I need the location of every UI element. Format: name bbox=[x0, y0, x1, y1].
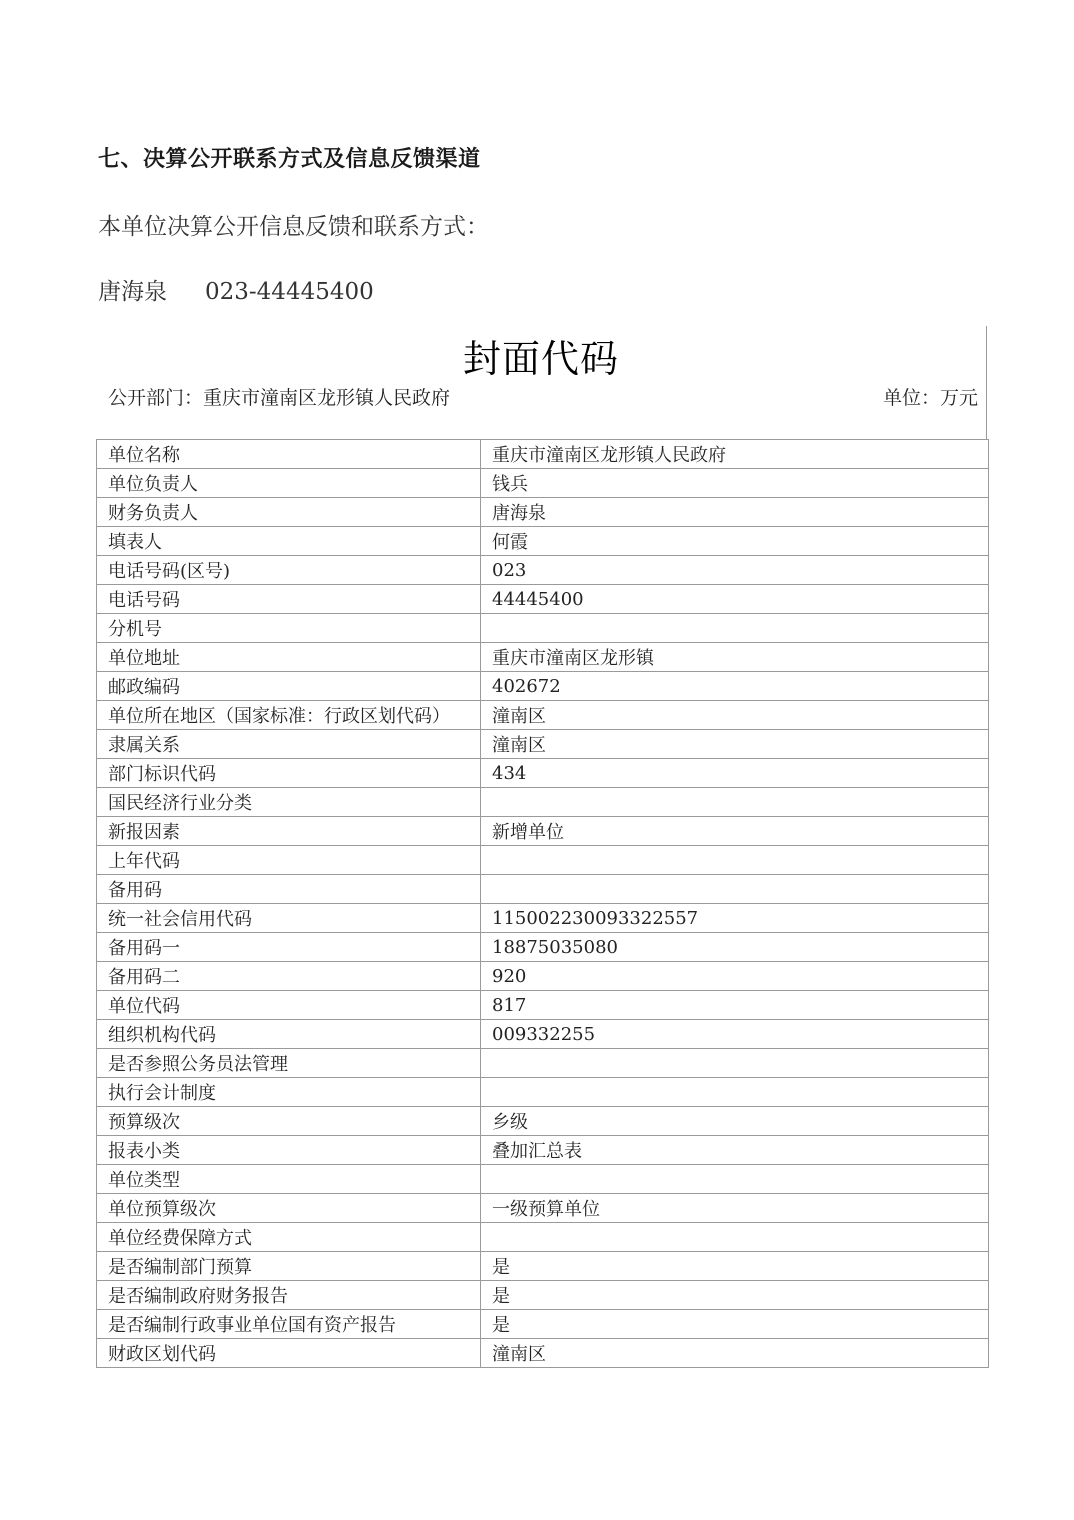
cover-table bbox=[96, 439, 989, 1368]
row-value: 钱兵 bbox=[481, 469, 989, 498]
table-row bbox=[97, 556, 989, 585]
row-label: 单位预算级次 bbox=[97, 1194, 481, 1223]
unit-line: 单位：万元 bbox=[882, 387, 978, 409]
row-value: 潼南区 bbox=[481, 1339, 989, 1368]
contact-line bbox=[98, 273, 374, 306]
row-value: 115002230093322557 bbox=[481, 904, 989, 933]
table-row bbox=[97, 1165, 989, 1194]
row-value: 新增单位 bbox=[481, 817, 989, 846]
row-label: 分机号 bbox=[97, 614, 481, 643]
row-label: 备用码一 bbox=[97, 933, 481, 962]
row-label: 报表小类 bbox=[97, 1136, 481, 1165]
row-label: 是否参照公务员法管理 bbox=[97, 1049, 481, 1078]
contact-phone: 023-44445400 bbox=[205, 279, 374, 305]
row-value bbox=[481, 1165, 989, 1194]
table-row bbox=[97, 498, 989, 527]
section-heading: 七、决算公开联系方式及信息反馈渠道 bbox=[98, 147, 481, 172]
table-row bbox=[97, 701, 989, 730]
row-value: 一级预算单位 bbox=[481, 1194, 989, 1223]
table-row bbox=[97, 730, 989, 759]
row-value bbox=[481, 875, 989, 904]
row-value: 何霞 bbox=[481, 527, 989, 556]
row-value: 44445400 bbox=[481, 585, 989, 614]
row-label: 预算级次 bbox=[97, 1107, 481, 1136]
row-value: 是 bbox=[481, 1310, 989, 1339]
row-value: 920 bbox=[481, 962, 989, 991]
row-label: 执行会计制度 bbox=[97, 1078, 481, 1107]
cover-table-body bbox=[97, 440, 989, 1368]
table-row bbox=[97, 1223, 989, 1252]
table-row bbox=[97, 846, 989, 875]
row-label: 国民经济行业分类 bbox=[97, 788, 481, 817]
table-row bbox=[97, 991, 989, 1020]
table-row bbox=[97, 469, 989, 498]
contact-name: 唐海泉 bbox=[98, 279, 167, 305]
table-row bbox=[97, 1339, 989, 1368]
row-value: 乡级 bbox=[481, 1107, 989, 1136]
row-value: 是 bbox=[481, 1252, 989, 1281]
row-label: 单位负责人 bbox=[97, 469, 481, 498]
table-row bbox=[97, 788, 989, 817]
row-value: 叠加汇总表 bbox=[481, 1136, 989, 1165]
row-value: 009332255 bbox=[481, 1020, 989, 1049]
row-label: 是否编制部门预算 bbox=[97, 1252, 481, 1281]
dept-line: 公开部门：重庆市潼南区龙形镇人民政府 bbox=[108, 387, 451, 409]
table-row bbox=[97, 904, 989, 933]
row-value: 潼南区 bbox=[481, 730, 989, 759]
row-label: 组织机构代码 bbox=[97, 1020, 481, 1049]
row-value bbox=[481, 614, 989, 643]
row-label: 单位地址 bbox=[97, 643, 481, 672]
row-label: 隶属关系 bbox=[97, 730, 481, 759]
table-row bbox=[97, 962, 989, 991]
row-label: 邮政编码 bbox=[97, 672, 481, 701]
row-value bbox=[481, 1078, 989, 1107]
table-row bbox=[97, 933, 989, 962]
contact-intro: 本单位决算公开信息反馈和联系方式： bbox=[98, 214, 489, 240]
row-label: 填表人 bbox=[97, 527, 481, 556]
row-label: 部门标识代码 bbox=[97, 759, 481, 788]
row-value bbox=[481, 1049, 989, 1078]
row-value bbox=[481, 846, 989, 875]
row-label: 单位类型 bbox=[97, 1165, 481, 1194]
row-value: 18875035080 bbox=[481, 933, 989, 962]
cover-header-border bbox=[986, 326, 987, 439]
row-label: 电话号码 bbox=[97, 585, 481, 614]
row-value: 023 bbox=[481, 556, 989, 585]
table-row bbox=[97, 1107, 989, 1136]
row-label: 备用码 bbox=[97, 875, 481, 904]
table-row bbox=[97, 672, 989, 701]
table-row bbox=[97, 1281, 989, 1310]
table-row bbox=[97, 1310, 989, 1339]
row-value: 潼南区 bbox=[481, 701, 989, 730]
table-row bbox=[97, 1136, 989, 1165]
table-row bbox=[97, 643, 989, 672]
table-row bbox=[97, 527, 989, 556]
table-row bbox=[97, 1252, 989, 1281]
row-value: 402672 bbox=[481, 672, 989, 701]
table-row bbox=[97, 440, 989, 469]
row-label: 单位经费保障方式 bbox=[97, 1223, 481, 1252]
row-value: 重庆市潼南区龙形镇人民政府 bbox=[481, 440, 989, 469]
table-row bbox=[97, 585, 989, 614]
row-label: 财政区划代码 bbox=[97, 1339, 481, 1368]
table-row bbox=[97, 1078, 989, 1107]
row-value: 434 bbox=[481, 759, 989, 788]
table-row bbox=[97, 614, 989, 643]
row-label: 财务负责人 bbox=[97, 498, 481, 527]
row-value: 817 bbox=[481, 991, 989, 1020]
table-row bbox=[97, 1020, 989, 1049]
table-row bbox=[97, 1194, 989, 1223]
row-value: 唐海泉 bbox=[481, 498, 989, 527]
row-value bbox=[481, 1223, 989, 1252]
row-value bbox=[481, 788, 989, 817]
cover-title: 封面代码 bbox=[462, 337, 619, 381]
row-label: 单位所在地区（国家标准：行政区划代码） bbox=[97, 701, 481, 730]
row-label: 是否编制行政事业单位国有资产报告 bbox=[97, 1310, 481, 1339]
row-label: 新报因素 bbox=[97, 817, 481, 846]
row-label: 单位名称 bbox=[97, 440, 481, 469]
row-label: 单位代码 bbox=[97, 991, 481, 1020]
row-label: 电话号码(区号) bbox=[97, 556, 481, 585]
table-row bbox=[97, 817, 989, 846]
row-label: 上年代码 bbox=[97, 846, 481, 875]
row-label: 统一社会信用代码 bbox=[97, 904, 481, 933]
row-label: 备用码二 bbox=[97, 962, 481, 991]
row-label: 是否编制政府财务报告 bbox=[97, 1281, 481, 1310]
table-row bbox=[97, 759, 989, 788]
table-row bbox=[97, 1049, 989, 1078]
row-value: 是 bbox=[481, 1281, 989, 1310]
row-value: 重庆市潼南区龙形镇 bbox=[481, 643, 989, 672]
table-row bbox=[97, 875, 989, 904]
